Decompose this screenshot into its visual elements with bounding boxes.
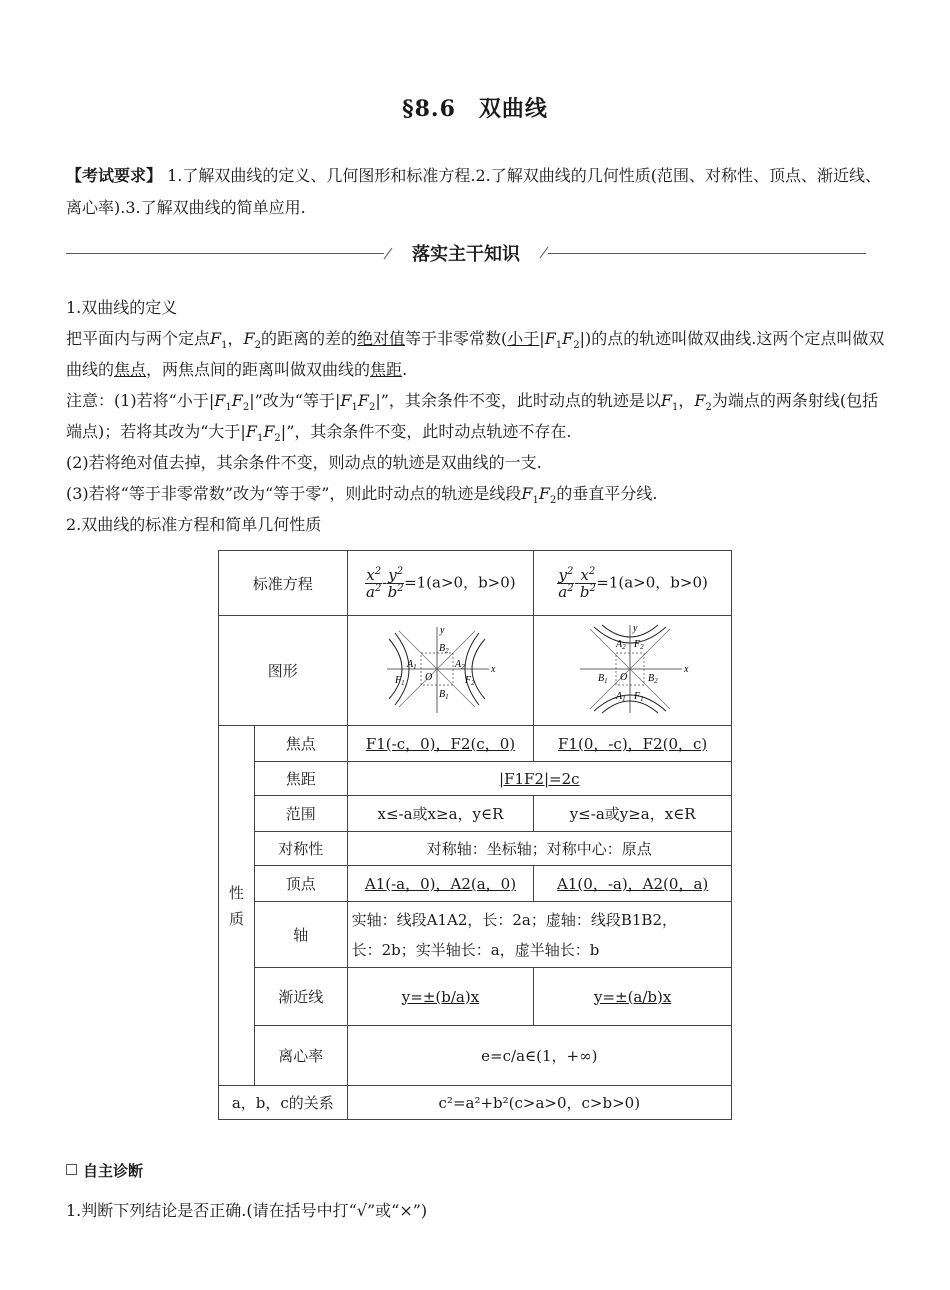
svg-text:O: O — [425, 671, 433, 683]
range-x: x≤-a或x≥a，y∈R — [347, 796, 534, 832]
table-row — [219, 551, 732, 616]
svg-text:A1: $A_1$ — [615, 690, 626, 703]
table-row — [219, 762, 732, 796]
svg-text:x: x — [683, 663, 689, 675]
question-1: 1.判断下列结论是否正确.(请在括号中打“√”或“×”) — [66, 1201, 428, 1220]
axis-info — [347, 902, 731, 968]
definition-text: 把平面内与两个定点$F_1$，$F_2$的距离的差的绝对值等于非零常数(小于$|F_1F_2|$)的点的轨迹叫做双曲线.这两个定点叫做双曲线的焦点，两焦点间的距离叫做双曲线的焦距. — [66, 329, 885, 379]
row-label-symmetry: 对称性 — [254, 832, 347, 866]
table-row — [219, 866, 732, 902]
equation-y: $\frac{y^2}{a^2}$ - $\frac{x^2}{b^2}$ =1(a>0，b>0) — [534, 551, 732, 616]
note-1: 注意：(1)若将“小于$|F_1F_2|$”改为“等于$|F_1F_2|$”，其余条件不变，此时动点的轨迹是以$F_1$，$F_2$为端点的两条射线(包括端点)；若将其改为“大于$|F_1F_2|$”，其余条件不变，此时动点轨迹不存在. — [66, 391, 879, 445]
figure-x-axis-hyperbola — [347, 616, 534, 726]
table-row — [219, 1086, 732, 1120]
asymptote-x: y=±(b/a)x — [347, 968, 534, 1026]
row-label-equation: 标准方程 — [219, 551, 348, 616]
table-row — [219, 1026, 732, 1086]
table-row — [219, 796, 732, 832]
eccentricity: e=c/a∈(1，+∞) — [347, 1026, 731, 1086]
note-3: (3)若将“等于非零常数”改为“等于零”，则此时动点的轨迹是线段$F_1F_2$的垂直平分线. — [66, 484, 658, 507]
row-label-eccentricity: 离心率 — [254, 1026, 347, 1086]
table-row — [219, 902, 732, 968]
section1-heading: 1.双曲线的定义 — [66, 298, 178, 317]
table-row — [219, 832, 732, 866]
svg-text:B2: $B_2$ — [439, 642, 450, 655]
svg-text:F1: $F_1$ — [633, 690, 644, 703]
range-y: y≤-a或y≥a，x∈R — [534, 796, 732, 832]
section2-heading: 2.双曲线的标准方程和简单几何性质 — [66, 515, 322, 534]
table-row — [219, 616, 732, 726]
svg-text:O: O — [619, 671, 627, 683]
square-icon — [66, 1164, 77, 1175]
row-label-vertex: 顶点 — [254, 866, 347, 902]
svg-text:A2: $A_2$ — [615, 638, 626, 651]
focus-y: F1(0，-c)，F2(0，c) — [534, 726, 732, 762]
props-label: 性质 — [219, 726, 255, 1086]
blank-focus: 焦点 — [114, 360, 147, 379]
note-2: (2)若将绝对值去掉，其余条件不变，则动点的轨迹是双曲线的一支. — [66, 453, 542, 472]
axis-line-1: 实轴：线段A1A2，长：2a；虚轴：线段B1B2， — [351, 910, 677, 929]
focal-length: |F1F2|=2c — [347, 762, 731, 796]
definition-section — [66, 292, 886, 540]
blank-abs: 绝对值 — [357, 329, 406, 348]
hyperbola-y-graph — [578, 623, 688, 715]
svg-text:B2: $B_2$ — [647, 672, 658, 685]
exam-req-label: 【考试要求】 — [66, 166, 163, 185]
table-row — [219, 968, 732, 1026]
svg-text:B1: $B_1$ — [439, 688, 450, 701]
section-title: 落实主干知识 — [412, 244, 520, 265]
svg-text:B1: $B_1$ — [597, 672, 608, 685]
symmetry: 对称轴：坐标轴；对称中心：原点 — [347, 832, 731, 866]
row-label-relation: a，b，c的关系 — [219, 1086, 348, 1120]
axis-line-2: 长：2b；实半轴长：a，虚半轴长：b — [351, 940, 600, 959]
svg-text:y: y — [632, 622, 638, 634]
exam-req-text: 1.了解双曲线的定义、几何图形和标准方程.2.了解双曲线的几何性质(范围、对称性、顶点、渐近线、离心率).3.了解双曲线的简单应用. — [66, 166, 881, 217]
exam-requirements — [66, 160, 886, 224]
svg-text:x: x — [491, 663, 496, 675]
section-banner — [66, 238, 866, 268]
blank-focal-length: 焦距 — [370, 360, 403, 379]
row-label-range: 范围 — [254, 796, 347, 832]
blank-less: 小于 — [507, 329, 540, 348]
row-label-asymptote: 渐近线 — [254, 968, 347, 1026]
hyperbola-property-table — [218, 550, 732, 1120]
vertex-y: A1(0，-a)，A2(0，a) — [534, 866, 732, 902]
row-label-figure: 图形 — [219, 616, 348, 726]
equation-x: $\frac{x^2}{a^2}$ - $\frac{y^2}{b^2}$ =1(a>0，b>0) — [347, 551, 534, 616]
svg-text:A1: $A_1$ — [407, 658, 418, 671]
focus-x: F1(-c，0)，F2(c，0) — [347, 726, 534, 762]
table-row — [219, 726, 732, 762]
svg-text:y: y — [440, 624, 445, 636]
row-label-focus: 焦点 — [254, 726, 347, 762]
asymptote-y: y=±(a/b)x — [534, 968, 732, 1026]
row-label-axis: 轴 — [254, 902, 347, 968]
hyperbola-x-graph — [385, 623, 495, 715]
svg-text:F2: $F_2$ — [633, 638, 644, 651]
relation: c²=a²+b²(c>a>0，c>b>0) — [347, 1086, 731, 1120]
svg-text:F2: $F_2$ — [465, 674, 476, 687]
row-label-focal-length: 焦距 — [254, 762, 347, 796]
figure-y-axis-hyperbola — [534, 616, 732, 726]
svg-text:F1: $F_1$ — [395, 674, 406, 687]
divider-right — [548, 253, 866, 254]
page-title: §8.6 双曲线 — [402, 96, 548, 122]
self-diagnosis-heading: 自主诊断 — [66, 1160, 143, 1181]
vertex-x: A1(-a，0)，A2(a，0) — [347, 866, 534, 902]
svg-text:A2: $A_2$ — [455, 658, 466, 671]
